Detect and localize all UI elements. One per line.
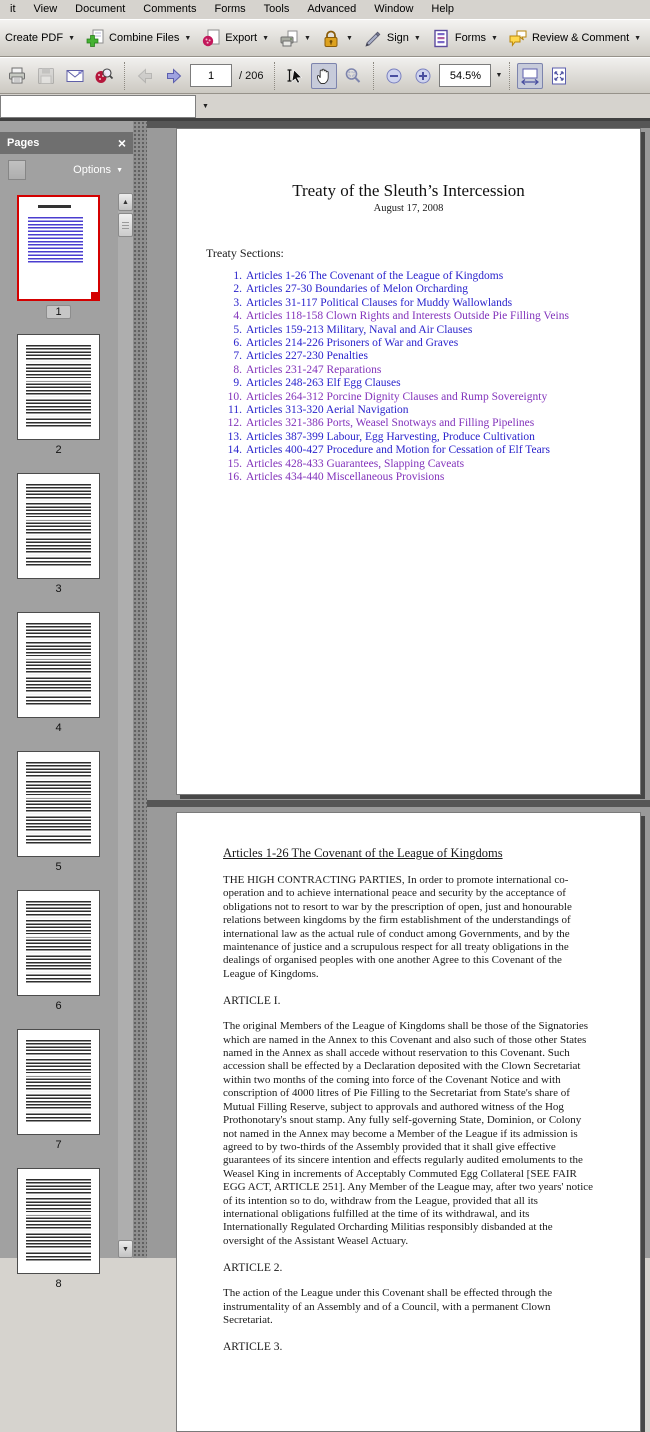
- toc-item[interactable]: [206, 270, 640, 283]
- thumbnail-content: [26, 1179, 91, 1261]
- hand-tool-icon: [314, 66, 334, 86]
- toc-item-link[interactable]: Articles 264-312 Porcine Dignity Clauses and Rump Sovereignty: [246, 390, 548, 403]
- toc-item-number: 9.: [233, 377, 242, 390]
- toc-item-number: 3.: [233, 296, 242, 309]
- toc-item[interactable]: [206, 417, 640, 430]
- page-thumbnail[interactable]: [17, 325, 100, 464]
- review-comment-button[interactable]: [504, 25, 645, 52]
- forward-arrow-icon: [164, 66, 184, 86]
- caret-down-icon: ▼: [413, 34, 421, 42]
- search-button[interactable]: [91, 63, 117, 89]
- file-toolbar: [0, 57, 650, 94]
- toc-item-link[interactable]: Articles 1-26 The Covenant of the League of Kingdoms: [246, 270, 504, 282]
- thumbnail-list: [0, 186, 117, 1290]
- scrollbar-thumb[interactable]: [118, 213, 133, 237]
- previous-view-button[interactable]: [132, 63, 158, 89]
- scroll-down-button[interactable]: ▼: [118, 1240, 133, 1258]
- thumbnail-page-number: 7: [55, 1139, 62, 1151]
- article-1-label: ARTICLE I.: [223, 995, 281, 1008]
- page-thumbnail[interactable]: [17, 742, 100, 881]
- toc-item-number: 14.: [227, 444, 242, 457]
- combine-files-label: Combine Files: [109, 32, 180, 44]
- section-heading-link[interactable]: Articles 1-26 The Covenant of the League of Kingdoms: [223, 846, 503, 860]
- page-thumbnail[interactable]: [17, 464, 100, 603]
- menu-document[interactable]: Document: [75, 3, 126, 15]
- pages-panel: [0, 121, 133, 1290]
- toc-item-number: 10.: [227, 390, 242, 403]
- pages-panel-title: Pages: [7, 137, 40, 149]
- toolbar-separator: [373, 62, 374, 90]
- fit-width-button[interactable]: [517, 63, 543, 89]
- printer-icon: [7, 66, 27, 86]
- thumbnail-page-number: 8: [55, 1278, 62, 1290]
- forms-button[interactable]: [427, 25, 502, 52]
- toc-item-link[interactable]: Articles 434-440 Miscellaneous Provisions: [246, 471, 445, 484]
- zoom-caret-icon[interactable]: ▼: [495, 72, 503, 79]
- export-button[interactable]: [197, 25, 273, 52]
- close-icon[interactable]: ×: [117, 135, 126, 151]
- page-thumbnail[interactable]: [17, 186, 100, 325]
- toc-item-link[interactable]: Articles 31-117 Political Clauses for Muddy Wallowlands: [246, 296, 513, 309]
- page-thumbnail[interactable]: [17, 603, 100, 742]
- toc-item-number: 15.: [227, 457, 242, 470]
- search-icon: [94, 66, 114, 86]
- zoom-in-button[interactable]: [410, 63, 436, 89]
- thumbnail-content: [28, 217, 83, 263]
- toc-item-number: 11.: [228, 404, 242, 417]
- thumbnail-content: [26, 623, 91, 705]
- email-icon: [65, 66, 85, 86]
- menu-tools[interactable]: Tools: [263, 3, 290, 15]
- find-caret-icon[interactable]: ▼: [202, 102, 209, 110]
- scroll-up-button[interactable]: ▲: [118, 193, 133, 211]
- sign-button[interactable]: [359, 25, 425, 52]
- caret-down-icon: ▼: [68, 34, 76, 42]
- zoom-level-input[interactable]: [439, 64, 491, 87]
- page-thumbnail[interactable]: [17, 881, 100, 1020]
- page-number-input[interactable]: [190, 64, 232, 87]
- thumbnail-page-number: 6: [55, 1000, 62, 1012]
- pdf-page-1: [176, 128, 641, 795]
- export-icon: [201, 29, 221, 48]
- toc-item[interactable]: [206, 350, 640, 363]
- page-count-label: / 206: [239, 69, 264, 82]
- toc-item-number: 7.: [233, 350, 242, 363]
- menu-window[interactable]: Window: [374, 3, 414, 15]
- thumbnail-page[interactable]: [17, 473, 100, 579]
- tasks-toolbar: [0, 19, 650, 57]
- caret-down-icon: ▼: [634, 34, 642, 42]
- app-body: [0, 121, 650, 1354]
- select-tool-button[interactable]: [282, 63, 308, 89]
- fit-width-icon: [520, 66, 540, 86]
- caret-down-icon: ▼: [184, 34, 192, 42]
- pen-icon: [363, 29, 383, 48]
- pages-options-row: [0, 154, 133, 186]
- menu-advanced[interactable]: Advanced: [307, 3, 357, 15]
- thumbnail-page[interactable]: [17, 612, 100, 718]
- find-bar: [0, 94, 650, 118]
- caret-down-icon: ▼: [116, 166, 123, 174]
- forms-label: Forms: [454, 32, 487, 44]
- printer-doc-icon: [279, 29, 299, 48]
- menu-forms[interactable]: Forms: [214, 3, 246, 15]
- thumbnail-content: [26, 1040, 91, 1122]
- thumbnail-content: [26, 345, 91, 427]
- toc-item-link[interactable]: Articles 231-247 Reparations: [246, 363, 382, 376]
- print-button[interactable]: [4, 63, 30, 89]
- thumbnail-page-number: 3: [55, 583, 62, 595]
- page-thumbnail[interactable]: [17, 1159, 100, 1298]
- combine-files-icon: [85, 29, 105, 48]
- toolbar-separator: [124, 62, 125, 90]
- toc-item-link[interactable]: Articles 118-158 Clown Rights and Interests Outside Pie Filling Veins: [246, 310, 569, 323]
- combine-files-button[interactable]: [81, 25, 195, 52]
- toc-item[interactable]: [206, 391, 640, 404]
- thumbnail-content: [26, 484, 91, 566]
- article-3-label: ARTICLE 3.: [223, 1341, 283, 1354]
- toc-item[interactable]: [206, 458, 640, 471]
- toolbar-separator: [509, 62, 510, 90]
- options-label: Options: [73, 164, 112, 176]
- sidebar-scrollbar[interactable]: [118, 193, 133, 1258]
- thumbnail-page[interactable]: [17, 334, 100, 440]
- caret-down-icon: ▼: [491, 34, 498, 42]
- toc-item-link[interactable]: Articles 428-433 Guarantees, Slapping Caveats: [246, 457, 465, 470]
- toc-item[interactable]: [206, 283, 640, 296]
- toc-item-number: 8.: [233, 363, 242, 376]
- caret-down-icon: ▼: [262, 34, 269, 42]
- next-view-button[interactable]: [161, 63, 187, 89]
- paragraph: The action of the League under this Covenant shall be effected through the instrumentality of an Assembly and of a Council, with a permanent Clown Secretariat.: [223, 1287, 553, 1326]
- print-production-button[interactable]: [275, 25, 315, 52]
- toc-item-link[interactable]: Articles 400-427 Procedure and Motion for Cessation of Elf Tears: [246, 444, 550, 457]
- thumbnail-page[interactable]: [17, 751, 100, 857]
- zoom-out-button[interactable]: [381, 63, 407, 89]
- toc-item-link[interactable]: Articles 313-320 Aerial Navigation: [246, 404, 409, 417]
- review-comment-label: Review & Comment: [531, 32, 630, 44]
- export-label: Export: [225, 32, 258, 44]
- document-pane[interactable]: [147, 121, 650, 1354]
- menu-bar: [0, 0, 650, 19]
- pages-panel-header: [0, 132, 133, 154]
- caret-down-icon: ▼: [304, 34, 311, 42]
- thumbnail-page[interactable]: [17, 890, 100, 996]
- toc-item[interactable]: [206, 444, 640, 457]
- toc-item-link[interactable]: Articles 159-213 Military, Naval and Air Clauses: [246, 323, 473, 336]
- email-button[interactable]: [62, 63, 88, 89]
- back-arrow-icon: [135, 66, 155, 86]
- toc-item[interactable]: [206, 377, 640, 390]
- thumbnail-page[interactable]: [17, 1029, 100, 1135]
- pdf-page-2: [176, 812, 641, 1432]
- paragraph: THE HIGH CONTRACTING PARTIES, In order to promote international co-operation and to achieve international peace and security by the acceptance of obligations not to resort to war by the prescription of open, just and honourable relations between kingdoms by the firm establishment of the understandings of international law as the actual rule of conduct among Governments, and by the maintenance of justice and a scrupulous respect for all treaty obligations in the dealings of organised peoples with one another Agree to this Covenant of the League of Kingdoms.: [223, 874, 572, 980]
- document-date: August 17, 2008: [373, 203, 444, 214]
- comment-bubble-icon: [508, 29, 528, 48]
- find-input[interactable]: [0, 95, 196, 118]
- toc-item[interactable]: [206, 297, 640, 310]
- page-thumbnail[interactable]: [17, 1020, 100, 1159]
- menu-comments[interactable]: Comments: [143, 3, 197, 15]
- secure-button[interactable]: [317, 25, 357, 52]
- page-separator: [147, 121, 650, 128]
- menu-it[interactable]: it: [10, 3, 16, 15]
- toc-item[interactable]: [206, 337, 640, 350]
- toolbar-separator: [274, 62, 275, 90]
- toc-item-number: 1.: [233, 270, 242, 282]
- magnifier-icon: [343, 66, 363, 86]
- thumbnail-page[interactable]: [17, 1168, 100, 1274]
- thumbnail-content: [26, 762, 91, 844]
- lock-icon: [321, 29, 341, 48]
- forms-icon: [431, 29, 451, 48]
- toc-item-link[interactable]: Articles 214-226 Prisoners of War and Graves: [246, 337, 459, 350]
- toc-item[interactable]: [206, 404, 640, 417]
- create-pdf-button[interactable]: [1, 28, 79, 48]
- options-button[interactable]: [73, 164, 123, 176]
- pages-stack-icon: [8, 160, 26, 180]
- zoom-out-icon: [384, 66, 404, 86]
- fit-page-icon: [549, 66, 569, 86]
- toc-item-link[interactable]: Articles 227-230 Penalties: [246, 350, 369, 363]
- thumbnail-page-number: 4: [55, 722, 62, 734]
- toc-item-number: 13.: [227, 430, 242, 443]
- toc-item[interactable]: [206, 471, 640, 484]
- toc-item-link[interactable]: Articles 321-386 Ports, Weasel Snotways and Filling Pipelines: [246, 417, 535, 430]
- toc-item[interactable]: [206, 364, 640, 377]
- menu-help[interactable]: Help: [431, 3, 455, 15]
- document-title: Treaty of the Sleuth’s Intercession: [292, 181, 525, 200]
- thumbnail-page-number: 2: [55, 444, 62, 456]
- toc-item-number: 6.: [233, 337, 242, 350]
- menu-view[interactable]: View: [33, 3, 58, 15]
- toc-item[interactable]: [206, 324, 640, 337]
- toc-item-number: 16.: [227, 471, 242, 484]
- caret-down-icon: ▼: [345, 34, 353, 42]
- toc-item-number: 4.: [233, 310, 242, 323]
- toc-item-link[interactable]: Articles 248-263 Elf Egg Clauses: [246, 377, 401, 390]
- thumbnail-page-number: 1: [46, 305, 70, 319]
- fit-page-button[interactable]: [546, 63, 572, 89]
- toc-item[interactable]: [206, 431, 640, 444]
- sign-label: Sign: [386, 32, 409, 44]
- toc-item-link[interactable]: Articles 27-30 Boundaries of Melon Orcharding: [246, 283, 468, 296]
- article-2-label: ARTICLE 2.: [223, 1262, 283, 1275]
- panel-splitter[interactable]: [133, 121, 147, 1258]
- hand-tool-button[interactable]: [311, 63, 337, 89]
- thumbnail-page[interactable]: [17, 195, 100, 301]
- save-icon: [36, 66, 56, 86]
- toc-item-number: 5.: [233, 323, 242, 336]
- toc-item-number: 12.: [227, 417, 242, 430]
- sections-label: Treaty Sections:: [206, 246, 284, 260]
- toc-list: [206, 270, 640, 485]
- zoom-in-icon: [413, 66, 433, 86]
- select-tool-icon: [285, 66, 305, 86]
- create-pdf-label: Create PDF: [5, 32, 64, 44]
- toc-item[interactable]: [206, 310, 640, 323]
- toc-item-link[interactable]: Articles 387-399 Labour, Egg Harvesting, Produce Cultivation: [246, 430, 535, 443]
- zoom-marquee-button[interactable]: [340, 63, 366, 89]
- paragraph: The original Members of the League of Kingdoms shall be those of the Signatories which are named in the Annex to this Covenant and also such of those other States named in the Annex as shall accede without reservation to this Covenant. Such accession shall be effected by a Declaration deposited with the Clown Secretariat within two months of the coming into force of the Covenant Notice and with conscription of 4000 litres of Pie Filling to the Secretariat from State's share of Mutual Filling Reserve, subject to approvals and authored witness of the Hog Prothonotary's snout stamp. Any fully self-governing State, Dominion, or Colony not named in the Annex may become a Member of the League if its admission is agreed to by two-thirds of the Assembly provided that it shall give effective guarantees of its sincere intention and effects regularly audited emoluments to the Weasel King in increments of Acceptably Commuted Egg Collateral [SEE FAIR EGG ACT, ARTICLE 251]. Any Member of the League may, after two years' notice of its intention so to do, withdraw from the League, provided that all its international obligations fulfilled at the time of its withdrawal, and its Internationally Regulated Orcharding Militias responsibly disbanded at the oversight of the Assistant Weasel Actuary.: [223, 1020, 594, 1247]
- thumbnail-page-number: 5: [55, 861, 62, 873]
- toc-item-number: 2.: [233, 283, 242, 296]
- page-separator: [147, 800, 650, 807]
- save-button[interactable]: [33, 63, 59, 89]
- thumbnail-content: [26, 901, 91, 983]
